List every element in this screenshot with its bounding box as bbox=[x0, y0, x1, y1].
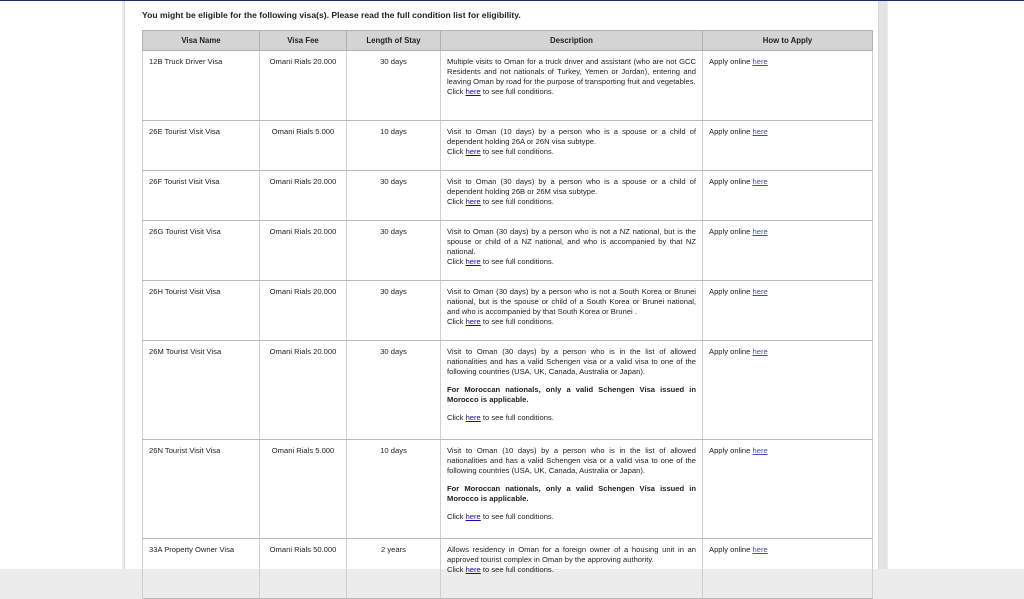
full-conditions-link[interactable]: here bbox=[465, 257, 481, 266]
table-row bbox=[143, 51, 873, 121]
header-visa-fee: Visa Fee bbox=[260, 31, 347, 51]
length-of-stay-cell: 30 days bbox=[347, 281, 441, 341]
table-row bbox=[143, 121, 873, 171]
length-of-stay-cell: 30 days bbox=[347, 51, 441, 121]
visa-fee-cell: Omani Rials 20.000 bbox=[260, 51, 347, 121]
full-conditions-link[interactable]: here bbox=[465, 87, 481, 96]
visa-name-cell: 26F Tourist Visit Visa bbox=[143, 171, 260, 221]
full-conditions-link[interactable]: here bbox=[465, 413, 481, 422]
description-text: Visit to Oman (10 days) by a person who is in the list of allowed nationalities and has a valid Schengen visa or a valid visa to one of the following countries (USA, UK, Canada, Australia or Japan). bbox=[447, 446, 696, 475]
click-prefix: Click bbox=[447, 317, 464, 326]
full-conditions-link[interactable]: here bbox=[465, 147, 481, 156]
apply-online-link[interactable]: here bbox=[752, 545, 768, 554]
apply-online-label: Apply online bbox=[709, 127, 751, 136]
click-suffix: to see full conditions. bbox=[482, 87, 554, 96]
how-to-apply-cell bbox=[703, 281, 873, 341]
moroccan-note: For Moroccan nationals, only a valid Schengen Visa issued in Morocco is applicable. bbox=[447, 484, 696, 503]
how-to-apply-cell bbox=[703, 221, 873, 281]
full-conditions-line bbox=[447, 512, 696, 522]
visa-name-cell: 26M Tourist Visit Visa bbox=[143, 341, 260, 440]
click-suffix: to see full conditions. bbox=[482, 197, 554, 206]
length-of-stay-cell: 10 days bbox=[347, 440, 441, 539]
apply-online-label: Apply online bbox=[709, 347, 751, 356]
length-of-stay-cell: 30 days bbox=[347, 221, 441, 281]
click-suffix: to see full conditions. bbox=[482, 512, 554, 521]
click-suffix: to see full conditions. bbox=[482, 413, 554, 422]
description-cell bbox=[441, 281, 703, 341]
click-suffix: to see full conditions. bbox=[482, 565, 554, 574]
click-prefix: Click bbox=[447, 512, 464, 521]
table-row bbox=[143, 221, 873, 281]
visa-fee-cell: Omani Rials 5.000 bbox=[260, 121, 347, 171]
length-of-stay-cell: 10 days bbox=[347, 121, 441, 171]
apply-online-link[interactable]: here bbox=[752, 127, 768, 136]
header-description: Description bbox=[441, 31, 703, 51]
right-gutter bbox=[888, 1, 1024, 569]
description-cell bbox=[441, 221, 703, 281]
full-conditions-link[interactable]: here bbox=[465, 317, 481, 326]
description-text: Visit to Oman (30 days) by a person who is not a South Korea or Brunei national, but is the spouse or child of a South Korea or Brunei national, and who is accompanied by that South Korea or Brunei . bbox=[447, 287, 696, 316]
moroccan-note: For Moroccan nationals, only a valid Schengen Visa issued in Morocco is applicable. bbox=[447, 385, 696, 404]
how-to-apply-cell bbox=[703, 440, 873, 539]
apply-online-label: Apply online bbox=[709, 177, 751, 186]
full-conditions-line bbox=[447, 87, 696, 97]
table-row bbox=[143, 440, 873, 539]
click-prefix: Click bbox=[447, 413, 464, 422]
apply-online-label: Apply online bbox=[709, 446, 751, 455]
description-text: Visit to Oman (30 days) by a person who is a spouse or a child of dependent holding 26B or 26M visa subtype. bbox=[447, 177, 696, 196]
description-text: Multiple visits to Oman for a truck driver and assistant (who are not GCC Residents and not nationals of Turkey, Yemen or Jordan), entering and leaving Oman by road for the purpose of transporting fruit and vegetables. bbox=[447, 57, 696, 86]
click-prefix: Click bbox=[447, 87, 464, 96]
visa-fee-cell: Omani Rials 20.000 bbox=[260, 171, 347, 221]
description-cell bbox=[441, 121, 703, 171]
click-prefix: Click bbox=[447, 197, 464, 206]
apply-online-link[interactable]: here bbox=[752, 57, 768, 66]
description-text: Visit to Oman (10 days) by a person who is a spouse or a child of dependent holding 26A or 26N visa subtype. bbox=[447, 127, 696, 146]
click-prefix: Click bbox=[447, 257, 464, 266]
apply-online-label: Apply online bbox=[709, 287, 751, 296]
table-row bbox=[143, 281, 873, 341]
click-suffix: to see full conditions. bbox=[482, 317, 554, 326]
click-prefix: Click bbox=[447, 565, 464, 574]
full-conditions-line bbox=[447, 257, 696, 267]
visa-table bbox=[142, 30, 873, 599]
apply-online-label: Apply online bbox=[709, 57, 751, 66]
eligibility-intro: You might be eligible for the following visa(s). Please read the full condition list for eligibility. bbox=[142, 10, 521, 20]
how-to-apply-cell bbox=[703, 341, 873, 440]
full-conditions-link[interactable]: here bbox=[465, 512, 481, 521]
click-suffix: to see full conditions. bbox=[482, 257, 554, 266]
apply-online-link[interactable]: here bbox=[752, 227, 768, 236]
description-cell bbox=[441, 440, 703, 539]
click-suffix: to see full conditions. bbox=[482, 147, 554, 156]
full-conditions-link[interactable]: here bbox=[465, 197, 481, 206]
how-to-apply-cell bbox=[703, 51, 873, 121]
visa-fee-cell: Omani Rials 20.000 bbox=[260, 341, 347, 440]
apply-online-link[interactable]: here bbox=[752, 287, 768, 296]
full-conditions-line bbox=[447, 565, 696, 575]
how-to-apply-cell bbox=[703, 121, 873, 171]
description-cell bbox=[441, 51, 703, 121]
length-of-stay-cell: 30 days bbox=[347, 171, 441, 221]
visa-fee-cell: Omani Rials 50.000 bbox=[260, 539, 347, 599]
length-of-stay-cell: 30 days bbox=[347, 341, 441, 440]
description-text: Visit to Oman (30 days) by a person who is not a NZ national, but is the spouse or child of a NZ national, and who is accompanied by that NZ national. bbox=[447, 227, 696, 256]
visa-name-cell: 12B Truck Driver Visa bbox=[143, 51, 260, 121]
left-gutter bbox=[0, 1, 122, 569]
apply-online-label: Apply online bbox=[709, 545, 751, 554]
visa-name-cell: 26N Tourist Visit Visa bbox=[143, 440, 260, 539]
description-cell bbox=[441, 171, 703, 221]
click-prefix: Click bbox=[447, 147, 464, 156]
visa-name-cell: 26E Tourist Visit Visa bbox=[143, 121, 260, 171]
table-header-row bbox=[143, 31, 873, 51]
visa-name-cell: 33A Property Owner Visa bbox=[143, 539, 260, 599]
visa-fee-cell: Omani Rials 20.000 bbox=[260, 281, 347, 341]
full-conditions-line bbox=[447, 147, 696, 157]
full-conditions-line bbox=[447, 317, 696, 327]
length-of-stay-cell: 2 years bbox=[347, 539, 441, 599]
content-panel bbox=[124, 1, 879, 574]
description-text: Visit to Oman (30 days) by a person who is in the list of allowed nationalities and has a valid Schengen visa or a valid visa to one of the following countries (USA, UK, Canada, Australia or Japan). bbox=[447, 347, 696, 376]
table-row bbox=[143, 171, 873, 221]
full-conditions-line bbox=[447, 413, 696, 423]
apply-online-link[interactable]: here bbox=[752, 177, 768, 186]
table-row bbox=[143, 341, 873, 440]
visa-table-body bbox=[143, 51, 873, 599]
apply-online-link[interactable]: here bbox=[752, 347, 768, 356]
visa-fee-cell: Omani Rials 20.000 bbox=[260, 221, 347, 281]
header-length-of-stay: Length of Stay bbox=[347, 31, 441, 51]
description-cell bbox=[441, 341, 703, 440]
visa-name-cell: 26G Tourist Visit Visa bbox=[143, 221, 260, 281]
header-how-to-apply: How to Apply bbox=[703, 31, 873, 51]
description-text: Allows residency in Oman for a foreign owner of a housing unit in an approved tourist complex in Oman by the approving authority. bbox=[447, 545, 696, 564]
header-visa-name: Visa Name bbox=[143, 31, 260, 51]
full-conditions-line bbox=[447, 197, 696, 207]
apply-online-label: Apply online bbox=[709, 227, 751, 236]
full-conditions-link[interactable]: here bbox=[465, 565, 481, 574]
visa-fee-cell: Omani Rials 5.000 bbox=[260, 440, 347, 539]
how-to-apply-cell bbox=[703, 171, 873, 221]
apply-online-link[interactable]: here bbox=[752, 446, 768, 455]
visa-name-cell: 26H Tourist Visit Visa bbox=[143, 281, 260, 341]
